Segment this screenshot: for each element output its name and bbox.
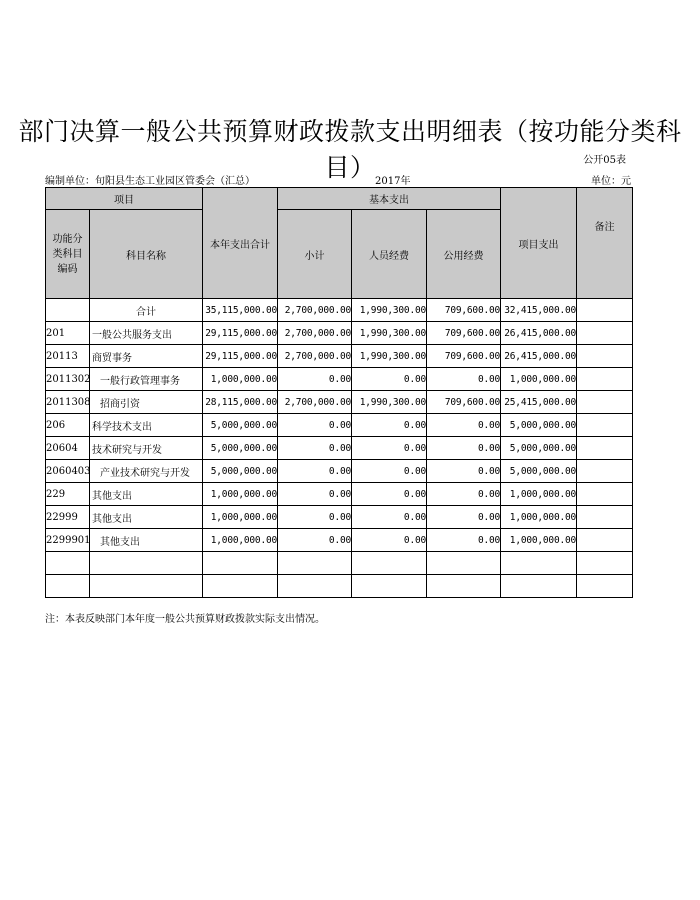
public-cell: 0.00: [427, 414, 501, 437]
remark-cell: [577, 391, 633, 414]
public-cell: 0.00: [427, 506, 501, 529]
total-cell: [203, 575, 278, 598]
func-code-cell: 2011308: [46, 391, 90, 414]
subtotal-cell: 0.00: [278, 529, 352, 552]
func-code-cell: 229: [46, 483, 90, 506]
total-cell: 5,000,000.00: [203, 414, 278, 437]
project-cell: 26,415,000.00: [501, 322, 577, 345]
subject-name-cell: 其他支出: [90, 529, 203, 552]
project-cell: 1,000,000.00: [501, 506, 577, 529]
personnel-cell: 1,990,300.00: [352, 322, 427, 345]
public-cell: 0.00: [427, 368, 501, 391]
public-cell: [427, 575, 501, 598]
public-cell: [427, 552, 501, 575]
header-subtotal: 小计: [278, 210, 352, 299]
func-code-cell: [46, 552, 90, 575]
table-row: [46, 345, 633, 368]
total-cell: 29,115,000.00: [203, 345, 278, 368]
table-row: [46, 483, 633, 506]
subject-name-cell: 技术研究与开发: [90, 437, 203, 460]
table-row: [46, 437, 633, 460]
func-code-cell: 2011302: [46, 368, 90, 391]
header-remarks: 备注: [577, 188, 633, 299]
remark-cell: [577, 368, 633, 391]
table-row: [46, 575, 633, 598]
public-cell: 0.00: [427, 483, 501, 506]
func-code-cell: 22999: [46, 506, 90, 529]
remark-cell: [577, 552, 633, 575]
personnel-cell: [352, 575, 427, 598]
unit-label: 单位：元: [591, 176, 631, 187]
personnel-cell: 1,990,300.00: [352, 391, 427, 414]
func-code-cell: 2060403: [46, 460, 90, 483]
project-cell: [501, 575, 577, 598]
table-row: [46, 414, 633, 437]
public-cell: 0.00: [427, 460, 501, 483]
project-cell: [501, 552, 577, 575]
table-row: [46, 460, 633, 483]
subject-name-cell: [90, 552, 203, 575]
subject-name-cell: [90, 575, 203, 598]
personnel-cell: 0.00: [352, 414, 427, 437]
func-code-cell: 20604: [46, 437, 90, 460]
total-cell: 29,115,000.00: [203, 322, 278, 345]
subject-name-cell: 科学技术支出: [90, 414, 203, 437]
remark-cell: [577, 529, 633, 552]
header-total-expense: 本年支出合计: [203, 188, 278, 299]
table-row: [46, 322, 633, 345]
subtotal-cell: [278, 575, 352, 598]
project-cell: 25,415,000.00: [501, 391, 577, 414]
subject-name-cell: 商贸事务: [90, 345, 203, 368]
remark-cell: [577, 437, 633, 460]
total-cell: 5,000,000.00: [203, 437, 278, 460]
subject-name-cell: 招商引资: [90, 391, 203, 414]
personnel-cell: 0.00: [352, 483, 427, 506]
table-code: 公开05表: [583, 155, 626, 166]
remark-cell: [577, 575, 633, 598]
subtotal-cell: 0.00: [278, 483, 352, 506]
project-cell: 1,000,000.00: [501, 529, 577, 552]
total-total: 35,115,000.00: [203, 299, 278, 322]
header-subject-name: 科目名称: [90, 210, 203, 299]
total-cell: 1,000,000.00: [203, 483, 278, 506]
total-cell: 1,000,000.00: [203, 506, 278, 529]
header-public-funds: 公用经费: [427, 210, 501, 299]
remark-cell: [577, 460, 633, 483]
table-row: [46, 529, 633, 552]
func-code-cell: 20113: [46, 345, 90, 368]
func-code-cell: [46, 575, 90, 598]
total-label: 合计: [90, 299, 203, 322]
personnel-cell: 0.00: [352, 529, 427, 552]
header-personnel: 人员经费: [352, 210, 427, 299]
public-cell: 0.00: [427, 437, 501, 460]
total-cell: 1,000,000.00: [203, 529, 278, 552]
public-cell: 709,600.00: [427, 391, 501, 414]
personnel-cell: 1,990,300.00: [352, 345, 427, 368]
project-cell: 5,000,000.00: [501, 414, 577, 437]
table-row: [46, 391, 633, 414]
total-row: [46, 299, 633, 322]
header-func-code: 功能分类科目编码: [46, 210, 90, 299]
subtotal-cell: 0.00: [278, 506, 352, 529]
subject-name-cell: 其他支出: [90, 506, 203, 529]
personnel-cell: 0.00: [352, 460, 427, 483]
total-personnel: 1,990,300.00: [352, 299, 427, 322]
project-cell: 5,000,000.00: [501, 437, 577, 460]
table-row: [46, 368, 633, 391]
public-cell: 709,600.00: [427, 345, 501, 368]
personnel-cell: 0.00: [352, 368, 427, 391]
subtotal-cell: 0.00: [278, 460, 352, 483]
public-cell: 709,600.00: [427, 322, 501, 345]
subject-name-cell: 一般行政管理事务: [90, 368, 203, 391]
remark-cell: [577, 322, 633, 345]
total-public: 709,600.00: [427, 299, 501, 322]
total-project: 32,415,000.00: [501, 299, 577, 322]
subtotal-cell: 2,700,000.00: [278, 391, 352, 414]
project-cell: 26,415,000.00: [501, 345, 577, 368]
remark-cell: [577, 345, 633, 368]
total-cell: 5,000,000.00: [203, 460, 278, 483]
footnote: 注：本表反映部门本年度一般公共预算财政拨款实际支出情况。: [45, 614, 325, 625]
expense-table: [45, 187, 633, 598]
func-code-cell: 2299901: [46, 529, 90, 552]
total-cell: 1,000,000.00: [203, 368, 278, 391]
personnel-cell: 0.00: [352, 506, 427, 529]
total-subtotal: 2,700,000.00: [278, 299, 352, 322]
org-label: 编制单位：旬阳县生态工业园区管委会（汇总）: [45, 176, 255, 187]
subtotal-cell: 2,700,000.00: [278, 322, 352, 345]
table-row: [46, 506, 633, 529]
func-code-cell: 201: [46, 322, 90, 345]
year-label: 2017年: [375, 176, 411, 187]
subtotal-cell: 0.00: [278, 414, 352, 437]
total-cell: [203, 552, 278, 575]
project-cell: 1,000,000.00: [501, 483, 577, 506]
total-cell: 28,115,000.00: [203, 391, 278, 414]
header-project-expense: 项目支出: [501, 188, 577, 299]
total-code-cell: [46, 299, 90, 322]
header-project: 项目: [46, 188, 203, 210]
subject-name-cell: 产业技术研究与开发: [90, 460, 203, 483]
total-remark: [577, 299, 633, 322]
remark-cell: [577, 414, 633, 437]
header-basic-expense: 基本支出: [278, 188, 501, 210]
subtotal-cell: 0.00: [278, 368, 352, 391]
func-code-cell: 206: [46, 414, 90, 437]
project-cell: 1,000,000.00: [501, 368, 577, 391]
page-title: 部门决算一般公共预算财政拨款支出明细表（按功能分类科目）: [18, 117, 682, 182]
subtotal-cell: 0.00: [278, 437, 352, 460]
subtotal-cell: [278, 552, 352, 575]
personnel-cell: 0.00: [352, 437, 427, 460]
remark-cell: [577, 483, 633, 506]
subject-name-cell: 一般公共服务支出: [90, 322, 203, 345]
project-cell: 5,000,000.00: [501, 460, 577, 483]
table-row: [46, 552, 633, 575]
subtotal-cell: 2,700,000.00: [278, 345, 352, 368]
remark-cell: [577, 506, 633, 529]
personnel-cell: [352, 552, 427, 575]
public-cell: 0.00: [427, 529, 501, 552]
subject-name-cell: 其他支出: [90, 483, 203, 506]
meta-bar: [45, 172, 631, 186]
